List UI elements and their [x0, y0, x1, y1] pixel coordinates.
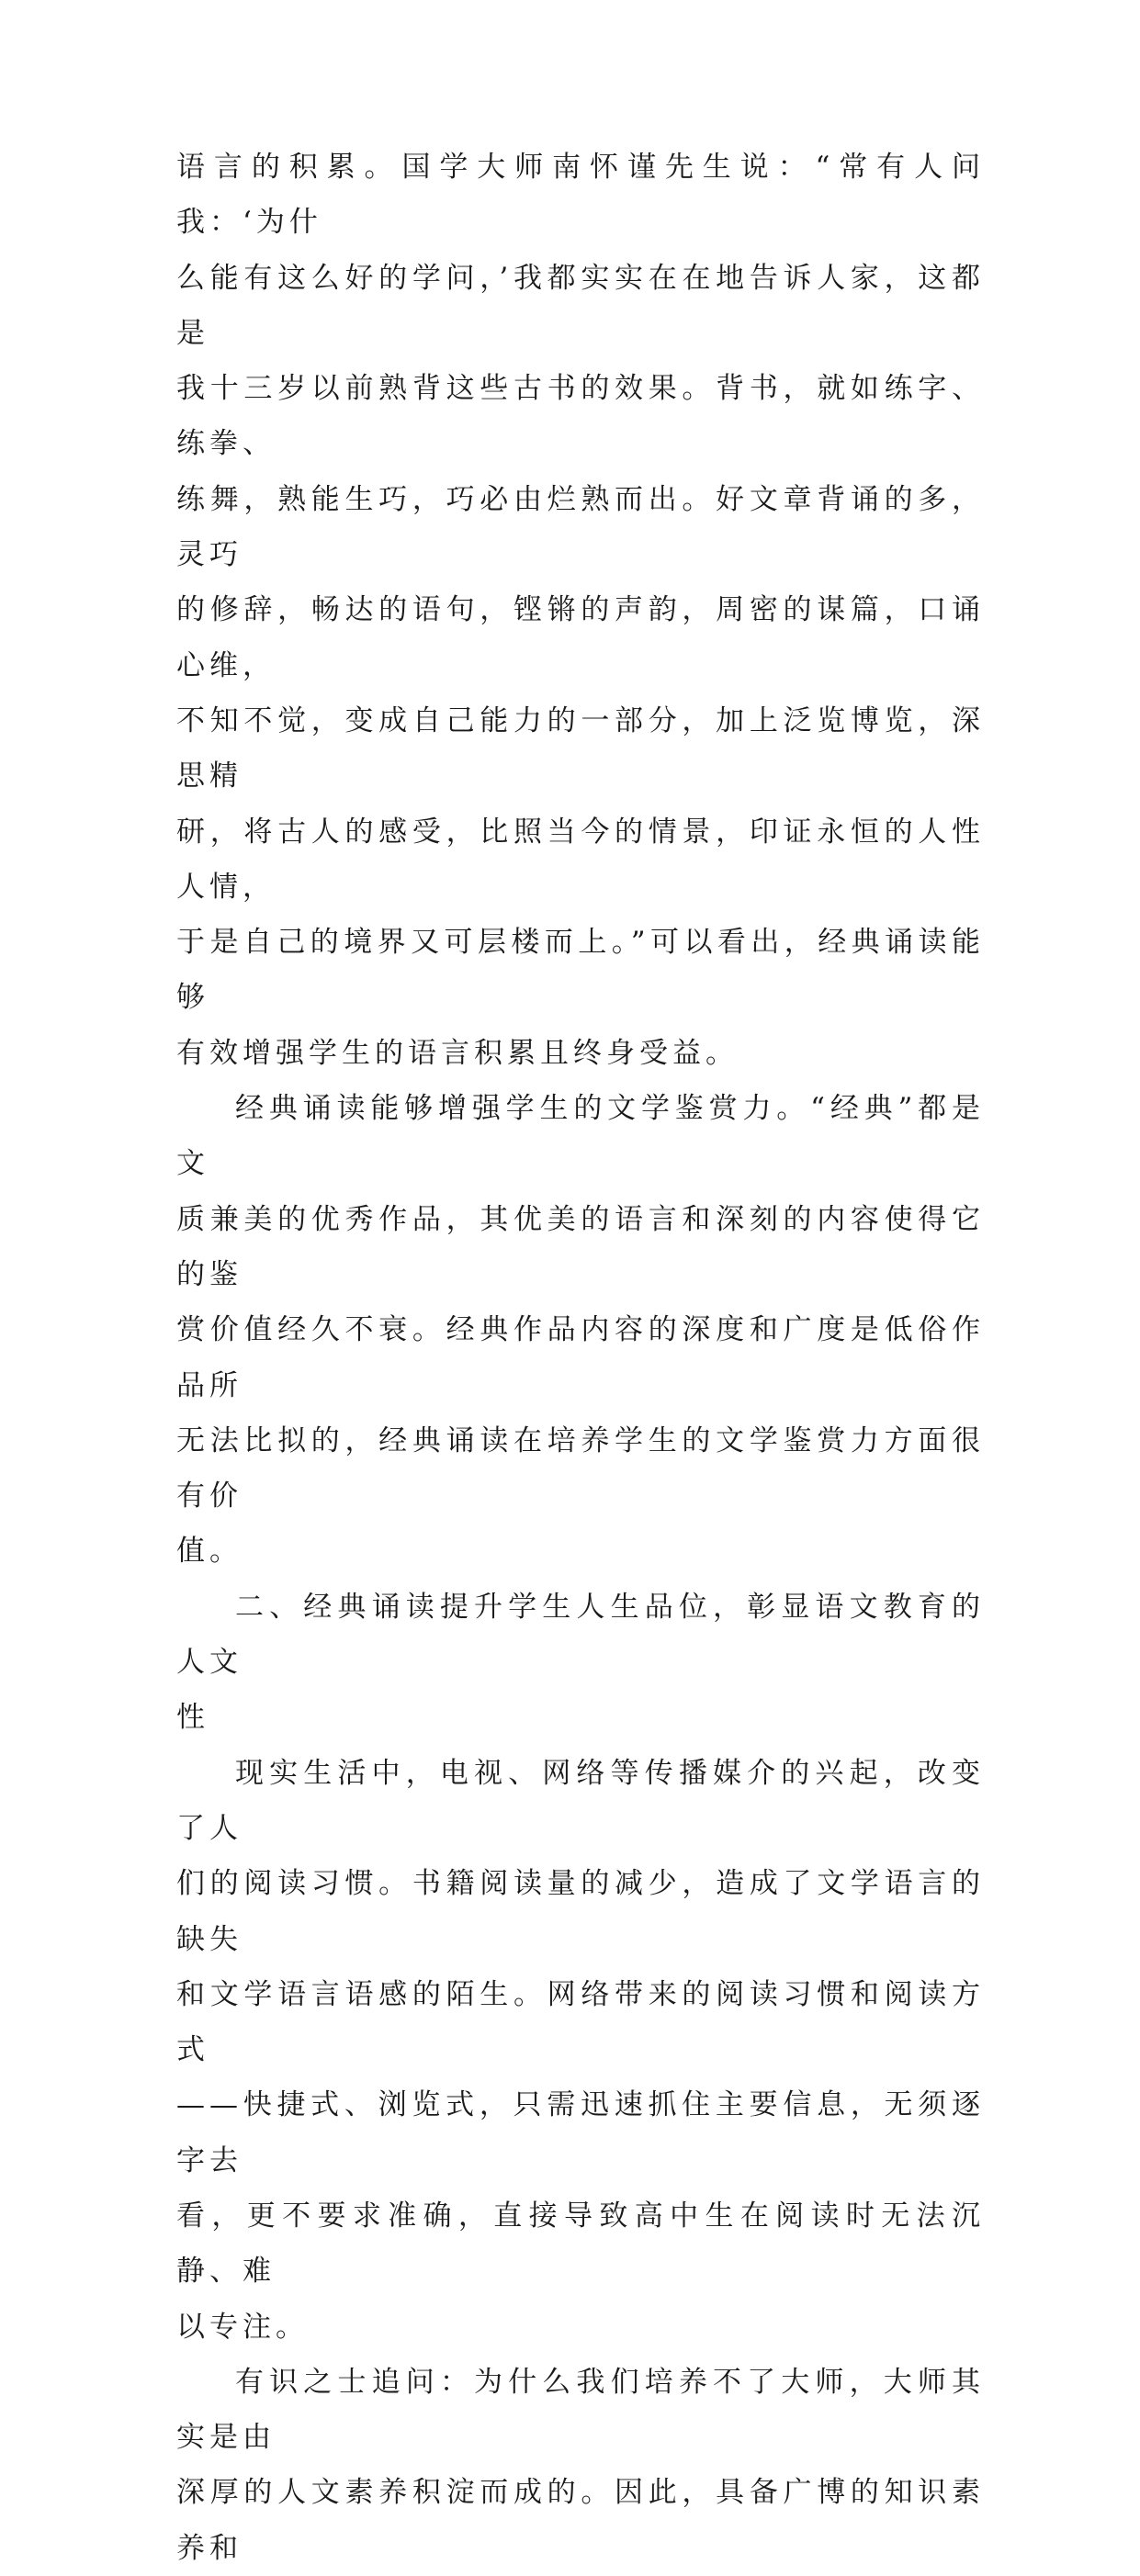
line: 以专注。 — [176, 2310, 309, 2344]
line: 值。 — [176, 1535, 243, 1569]
paragraph-2 — [176, 1081, 985, 1580]
line: 赏价值经久不衰。经典作品内容的深度和广度是低俗作品所 — [176, 1313, 985, 1402]
paragraph-4 — [176, 2355, 985, 2576]
line: 么能有这么好的学问，’我都实实在在地告诉人家，这都是 — [176, 261, 985, 350]
line: 性 — [176, 1701, 209, 1735]
line: 我十三岁以前熟背这些古书的效果。背书，就如练字、练拳、 — [176, 372, 985, 461]
paragraph-1 — [176, 140, 985, 1081]
line: 们的阅读习惯。书籍阅读量的减少，造成了文学语言的缺失 — [176, 1867, 985, 1956]
line: 无法比拟的，经典诵读在培养学生的文学鉴赏力方面很有价 — [176, 1423, 985, 1513]
line: 研，将古人的感受，比照当今的情景，印证永恒的人性人情， — [176, 815, 985, 904]
line: 的修辞，畅达的语句，铿锵的声韵，周密的谋篇，口诵心维， — [176, 593, 985, 682]
line: 二、经典诵读提升学生人生品位，彰显语文教育的人文 — [176, 1590, 985, 1680]
paragraph-3 — [176, 1746, 985, 2355]
line: 质兼美的优秀作品，其优美的语言和深刻的内容使得它的鉴 — [176, 1202, 985, 1291]
line: 不知不觉，变成自己能力的一部分，加上泛览博览，深思精 — [176, 703, 985, 793]
line: 于是自己的境界又可层楼而上。”可以看出，经典诵读能够 — [176, 926, 985, 1015]
body-text — [176, 140, 985, 2576]
line: 有识之士追问：为什么我们培养不了大师，大师其实是由 — [176, 2365, 985, 2455]
line: 和文学语言语感的陌生。网络带来的阅读习惯和阅读方式 — [176, 1977, 985, 2067]
line: 深厚的人文素养积淀而成的。因此，具备广博的知识素养和 — [176, 2476, 985, 2565]
line: ——快捷式、浏览式，只需迅速抓住主要信息，无须逐字去 — [176, 2088, 985, 2177]
line: 练舞，熟能生巧，巧必由烂熟而出。好文章背诵的多，灵巧 — [176, 482, 985, 572]
line: 经典诵读能够增强学生的文学鉴赏力。“经典”都是文 — [176, 1092, 985, 1181]
line: 语言的积累。国学大师南怀谨先生说：“常有人问我：‘为什 — [176, 151, 985, 240]
line: 有效增强学生的语言积累且终身受益。 — [176, 1036, 739, 1070]
line: 现实生活中，电视、网络等传播媒介的兴起，改变了人 — [176, 1756, 985, 1845]
line: 看，更不要求准确，直接导致高中生在阅读时无法沉静、难 — [176, 2199, 985, 2289]
section-heading — [176, 1580, 985, 1746]
